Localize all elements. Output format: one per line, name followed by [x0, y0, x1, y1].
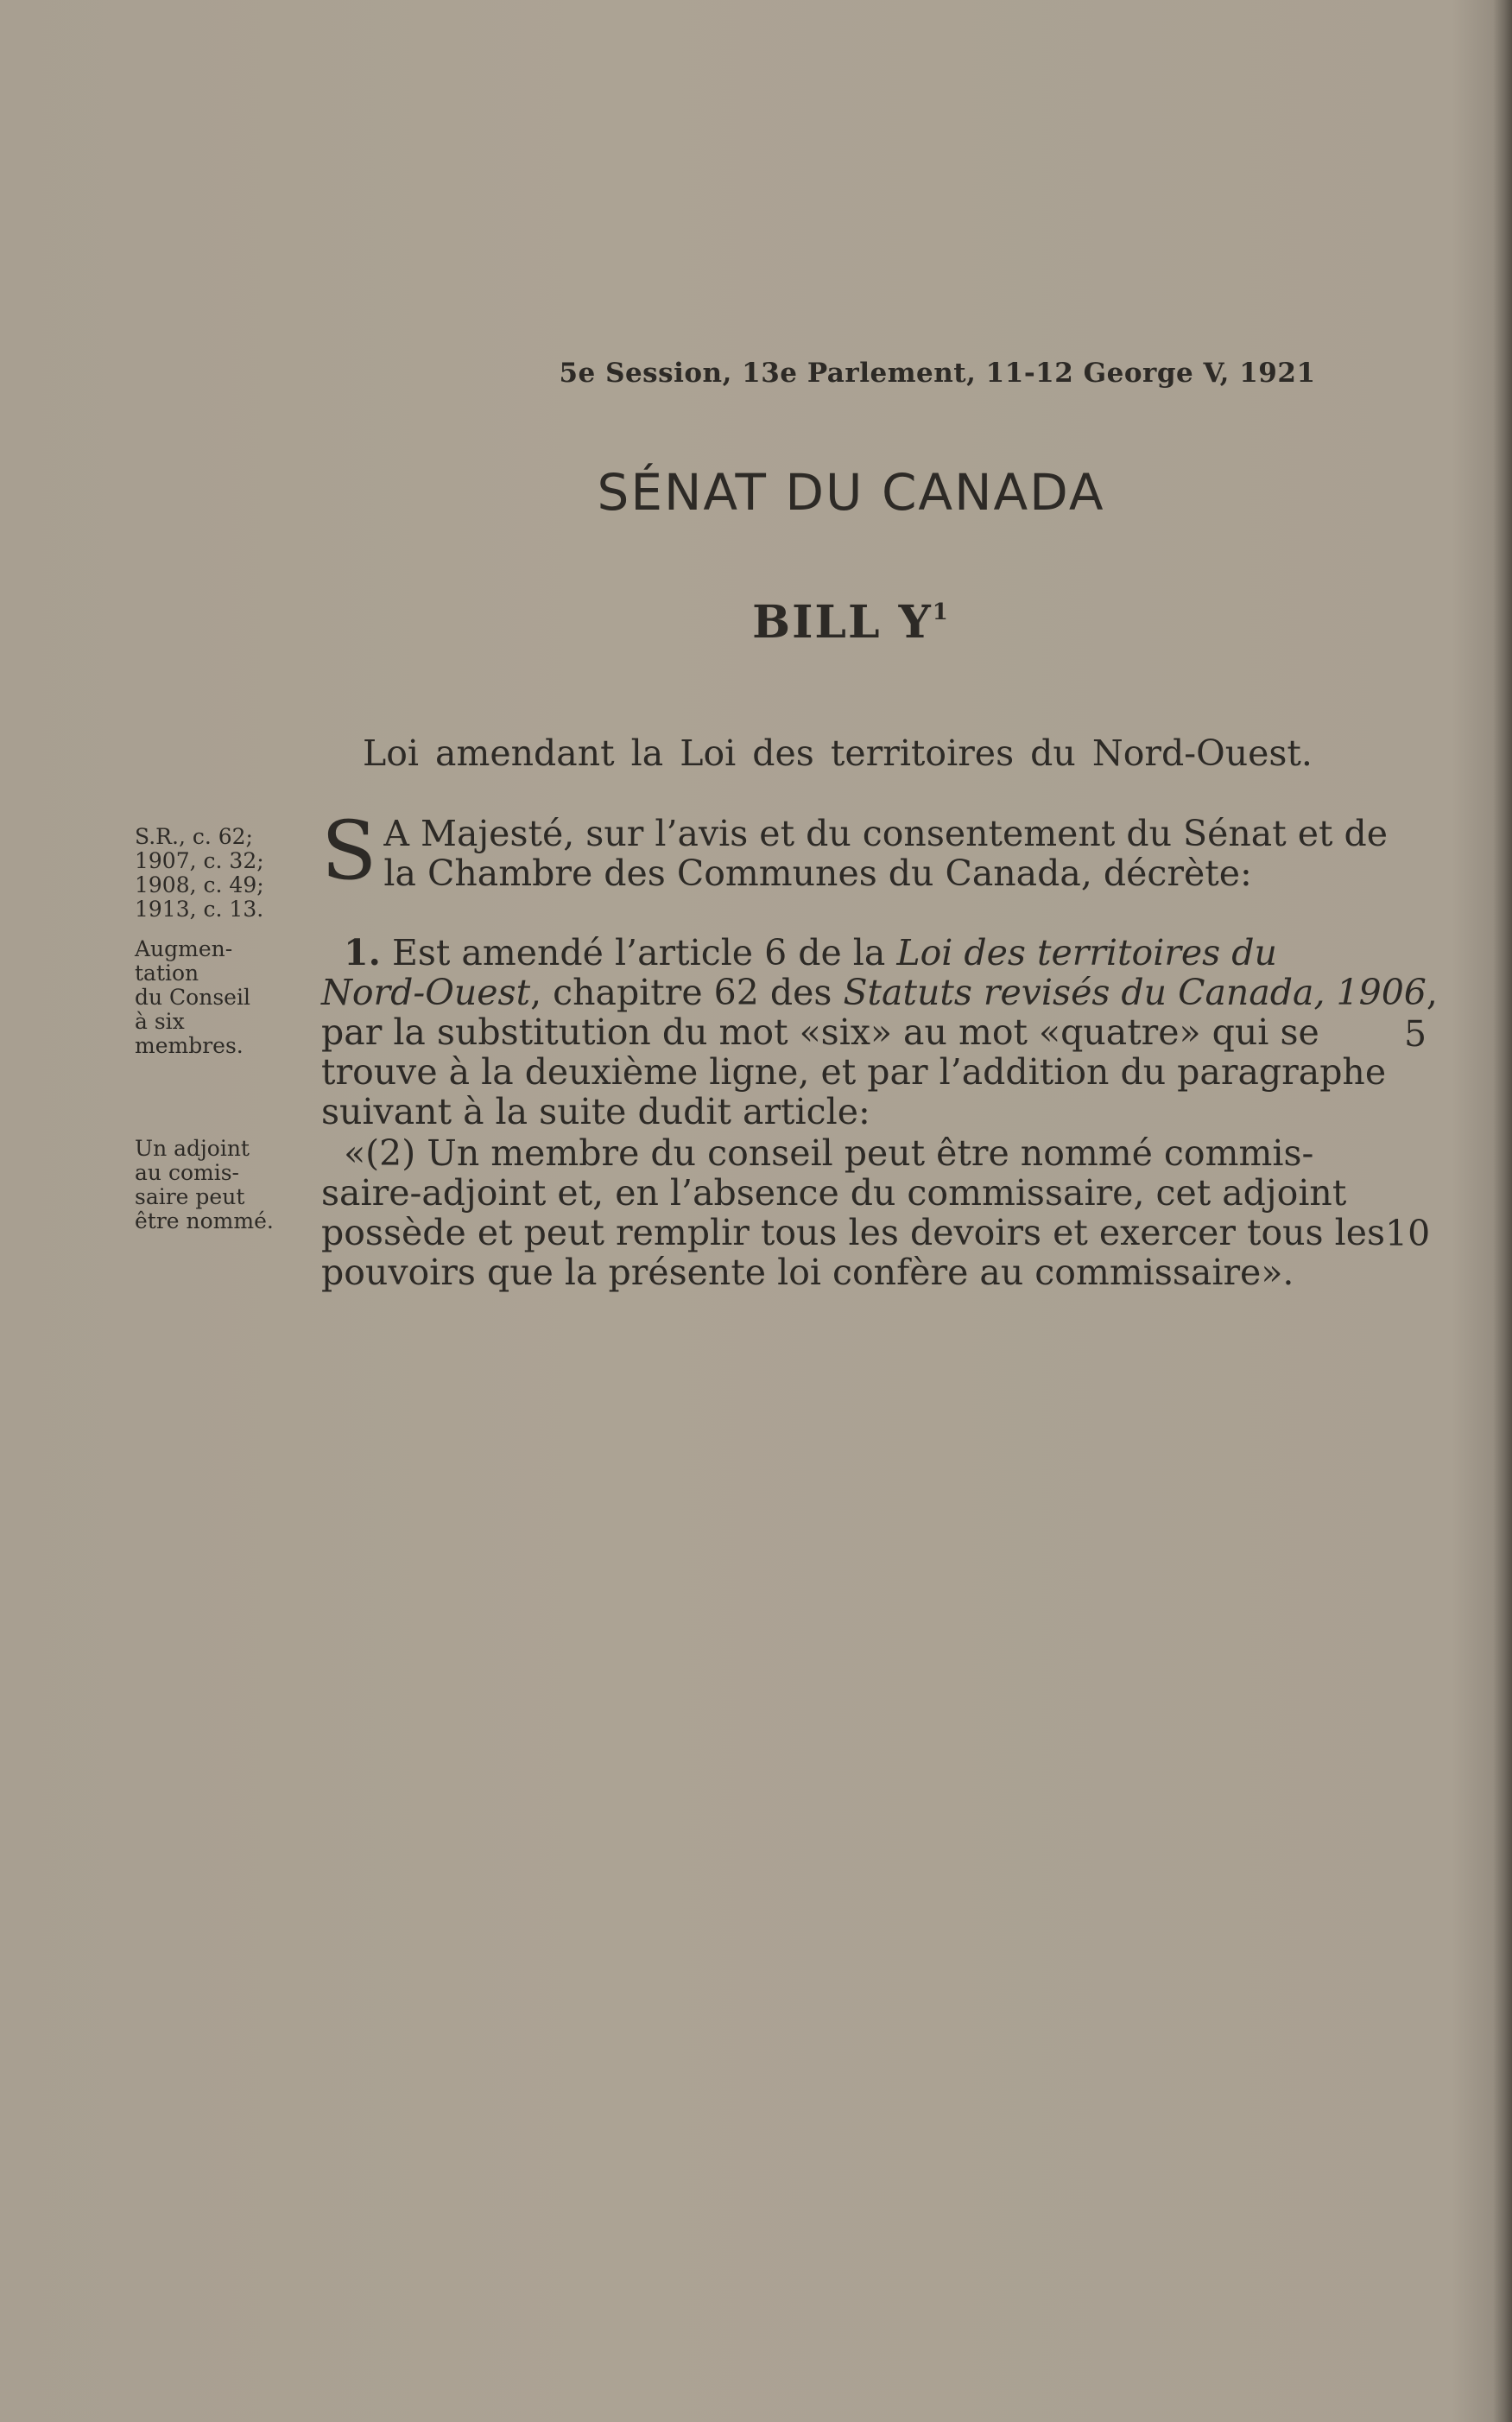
margin-line: être nommé. [135, 1208, 274, 1233]
section-1-line-3: par la substitution du mot «six» au mot «quatre» qui se [321, 1011, 1319, 1053]
enacting-line: A Majesté, sur l’avis et du consentement du Sénat et de [383, 813, 1389, 854]
margin-line: membres. [135, 1033, 244, 1058]
margin-line: saire peut [135, 1184, 245, 1209]
statute-name: Statuts revisés du Canada, 1906 [843, 972, 1427, 1013]
section-1-line-2 [321, 972, 1438, 1013]
line-number-5: 5 [1404, 1013, 1427, 1055]
margin-line: Augmen- [135, 936, 233, 961]
margin-line: du Conseil [135, 985, 250, 1010]
act-name-cont: Nord-Ouest [321, 972, 531, 1013]
subsection-2-line-2: saire-adjoint et, en l’absence du commissaire, cet adjoint [321, 1172, 1347, 1214]
section-1-line-4: trouve à la deuxième ligne, et par l’addition du paragraphe [321, 1051, 1387, 1093]
text-run: Est amendé l’article 6 de la [391, 932, 897, 973]
subsection-2-line-3: possède et peut remplir tous les devoirs et exercer tous les [321, 1212, 1386, 1253]
text-run: , [1426, 972, 1438, 1013]
margin-note-references [135, 825, 307, 922]
margin-ref: 1908, c. 49; [135, 872, 264, 897]
text-run: «(2) Un membre du conseil peut être nommé commis- [344, 1132, 1314, 1174]
margin-line: au comis- [135, 1160, 239, 1185]
session-line: 5e Session, 13e Parlement, 11-12 George V, 1921 [559, 358, 1316, 389]
section-1-line-1 [321, 933, 1373, 973]
section-1-line-5: suivant à la suite dudit article: [321, 1091, 870, 1132]
subsection-2-line-4: pouvoirs que la présente loi confère au commissaire». [321, 1252, 1294, 1293]
subsection-2 [321, 1132, 1386, 1293]
bill-superscript: 1 [932, 599, 950, 625]
bill-label-text: BILL Y [752, 596, 933, 649]
margin-note-deputy [135, 1137, 307, 1233]
margin-line: tation [135, 961, 199, 986]
line-number-10: 10 [1385, 1213, 1431, 1254]
bill-label [0, 596, 1512, 649]
margin-line: à six [135, 1009, 185, 1034]
margin-note-council [135, 937, 307, 1058]
drop-cap: S [321, 804, 377, 898]
margin-ref: S.R., c. 62; [135, 824, 253, 849]
enacting-clause [321, 804, 1389, 898]
section-number: 1. [344, 932, 381, 973]
bill-title-text: Loi amendant la Loi des territoires du Nord-Ouest. [363, 732, 1313, 774]
subsection-2-line-1 [321, 1133, 1373, 1173]
margin-ref: 1907, c. 32; [135, 848, 264, 873]
bill-title [363, 732, 1330, 774]
section-1 [321, 932, 1438, 1132]
margin-line: Un adjoint [135, 1136, 250, 1161]
act-name: Loi des territoires du [896, 932, 1277, 973]
chamber-title: SÉNAT DU CANADA [597, 463, 1105, 522]
margin-ref: 1913, c. 13. [135, 897, 264, 922]
enacting-line: la Chambre des Communes du Canada, décrète: [383, 853, 1252, 894]
text-run: , chapitre 62 des [530, 972, 844, 1013]
